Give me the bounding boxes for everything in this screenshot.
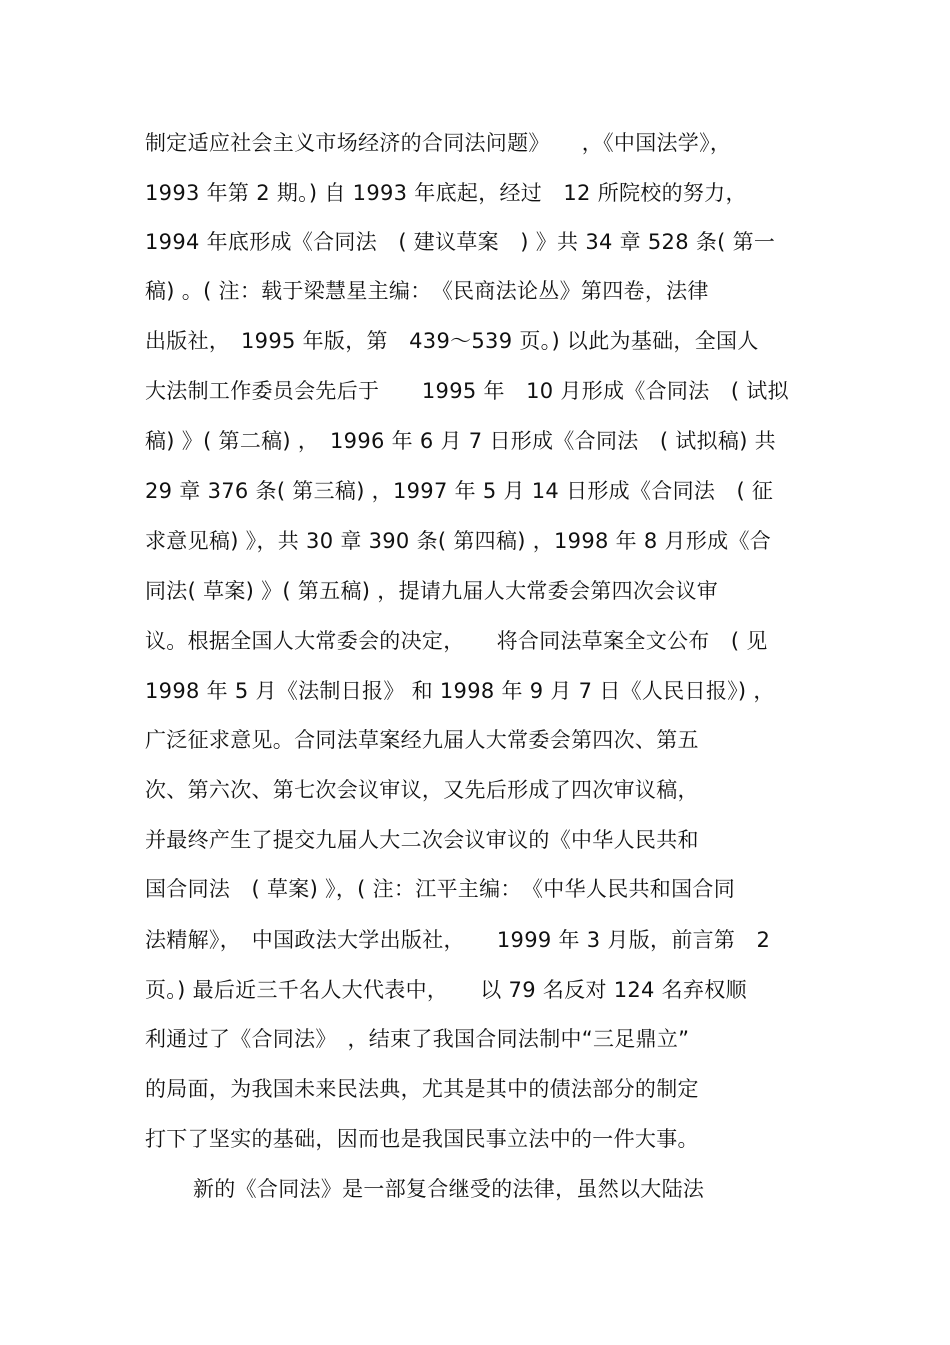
text-line-12: 1998 年 5 月《法制日报》 和 1998 年 9 月 7 日《人民日报》) ， [145,679,775,703]
text-line-13: 广泛征求意见。合同法草案经九届人大常委会第四次、第五 [145,728,699,752]
text-line-3: 1994 年底形成《合同法 ( 建议草案 ) 》共 34 章 528 条( 第一 [145,230,776,254]
text-line-9: 求意见稿) 》，共 30 章 390 条( 第四稿) ，1998 年 8 月形成《合 [145,529,772,553]
text-line-14: 次、第六次、第七次会议审议，又先后形成了四次审议稿， [145,778,699,802]
text-line-6: 大法制工作委员会先后于 1995 年 10 月形成《合同法 ( 试拟 [145,379,789,403]
text-line-1: 制定适应社会主义市场经济的合同法问题》 ，《中国法学》， [145,131,732,155]
text-line-10: 同法( 草案) 》( 第五稿) ，提请九届人大常委会第四次会议审 [145,579,719,603]
text-line-20: 的局面，为我国未来民法典，尤其是其中的债法部分的制定 [145,1077,699,1101]
text-line-8: 29 章 376 条( 第三稿) ，1997 年 5 月 14 日形成《合同法 ( 征 [145,479,774,503]
text-line-7: 稿) 》( 第二稿) ， 1996 年 6 月 7 日形成《合同法 ( 试拟稿) 共 [145,429,776,453]
text-line-16: 国合同法 ( 草案) 》，( 注：江平主编： 《中华人民共和国合同 [145,877,736,901]
text-line-4: 稿) 。( 注：载于梁慧星主编： 《民商法论丛》第四卷，法律 [145,279,709,303]
text-line-2: 1993 年第 2 期。) 自 1993 年底起，经过 12 所院校的努力， [145,181,747,205]
text-line-11: 议。根据全国人大常委会的决定， 将合同法草案全文公布 ( 见 [145,629,768,653]
text-line-5: 出版社， 1995 年版，第 439～539 页。) 以此为基础，全国人 [145,329,759,353]
text-line-17: 法精解》， 中国政法大学出版社， 1999 年 3 月版，前言第 2 [145,928,771,952]
text-line-21: 打下了坚实的基础，因而也是我国民事立法中的一件大事。 [145,1127,699,1151]
text-line-18: 页。) 最后近三千名人大代表中， 以 79 名反对 124 名弃权顺 [145,978,747,1002]
text-line-19: 利通过了《合同法》 ，结束了我国合同法制中“三足鼎立” [145,1027,690,1051]
text-line-15: 并最终产生了提交九届人大二次会议审议的《中华人民共和 [145,828,699,852]
paragraph-start-line: 新的《合同法》是一部复合继受的法律，虽然以大陆法 [193,1177,705,1201]
